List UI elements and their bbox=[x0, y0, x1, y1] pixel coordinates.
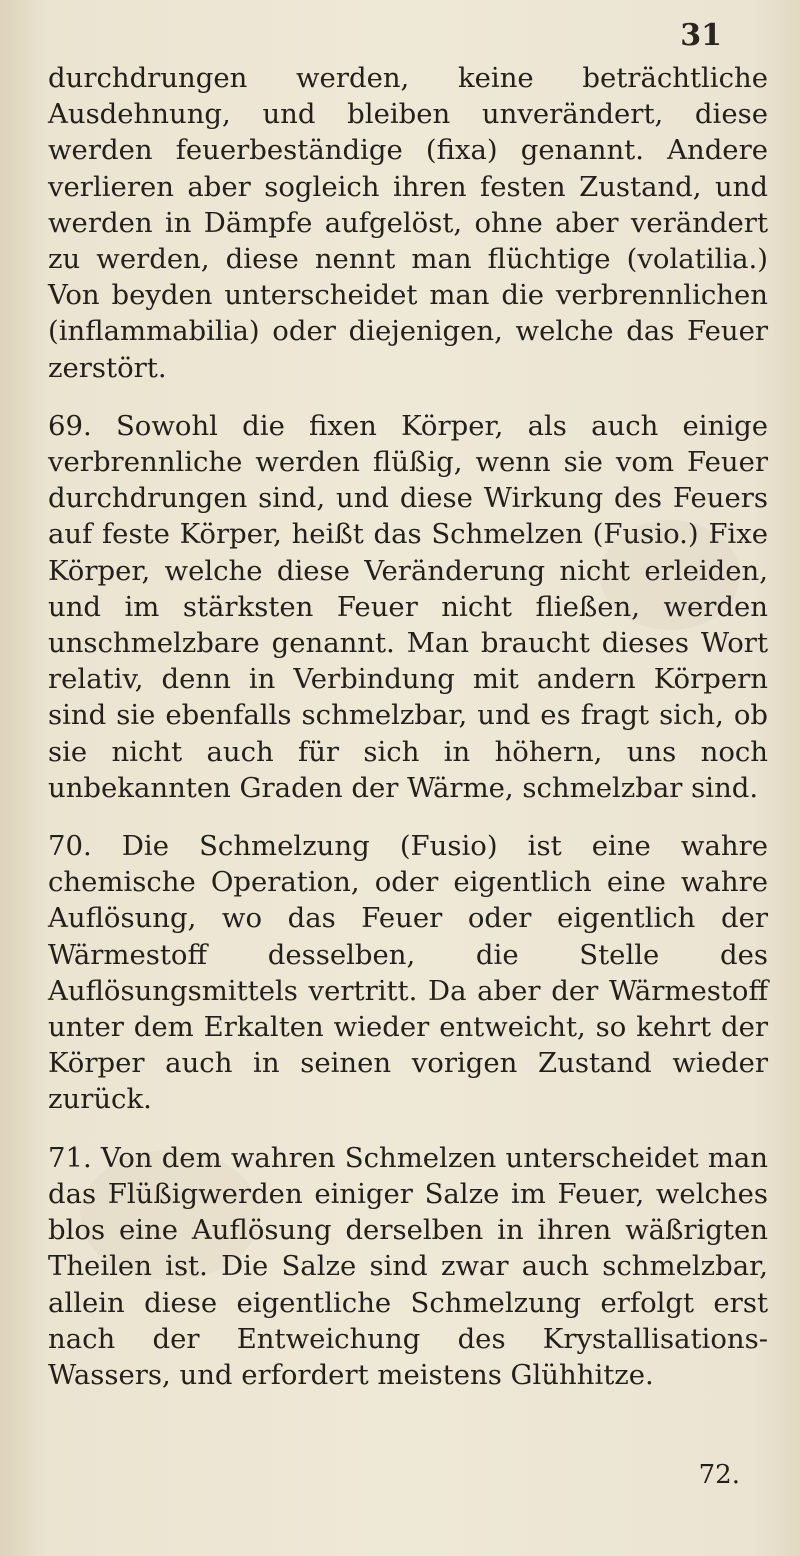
paragraph-continuation: durchdrungen werden, keine beträchtliche Ausdehnung, und bleiben unverändert, diese werden feuerbeständige (fixa) genannt. Andere verlieren aber sogleich ihren festen Zustand, und werden in Dämpfe aufgelöst, ohne aber verändert zu werden, diese nennt man flüchtige (volatilia.) Von beyden unterscheidet man die verbrennlichen (inflammabilia) oder diejenigen, welche das Feuer zerstört. bbox=[48, 62, 768, 384]
page-number: 31 bbox=[680, 18, 722, 53]
paragraph-70: 70. Die Schmelzung (Fusio) ist eine wahre chemische Operation, oder eigentlich eine wahre Auflösung, wo das Feuer oder eigentlich der Wärmestoff desselben, die Stelle des Auflösungsmittels vertritt. Da aber der Wärmestoff unter dem Erkalten wieder entweicht, so kehrt der Körper auch in seinen vorigen Zustand wieder zurück. bbox=[48, 830, 768, 1116]
paragraph-69: 69. Sowohl die fixen Körper, als auch einige verbrennliche werden flüßig, wenn sie vom Feuer durchdrungen sind, und diese Wirkung des Feuers auf feste Körper, heißt das Schmelzen (Fusio.) Fixe Körper, welche diese Veränderung nicht erleiden, und im stärksten Feuer nicht fließen, werden unschmelzbare genannt. Man braucht dieses Wort relativ, denn in Verbindung mit andern Körpern sind sie ebenfalls schmelzbar, und es fragt sich, ob sie nicht auch für sich in höhern, uns noch unbekannten Graden der Wärme, schmelzbar sind. bbox=[48, 409, 768, 804]
body-text bbox=[48, 60, 768, 1415]
paragraph-71: 71. Von dem wahren Schmelzen unterscheidet man das Flüßigwerden einiger Salze im Feuer, welches blos eine Auflösung derselben in ihren wäßrigten Theilen ist. Die Salze sind zwar auch schmelzbar, allein diese eigentliche Schmelzung erfolgt erst nach der Entweichung des Krystallisations-Wassers, und erfordert meistens Glühhitze. bbox=[48, 1141, 768, 1391]
catchword: 72. bbox=[698, 1460, 740, 1490]
